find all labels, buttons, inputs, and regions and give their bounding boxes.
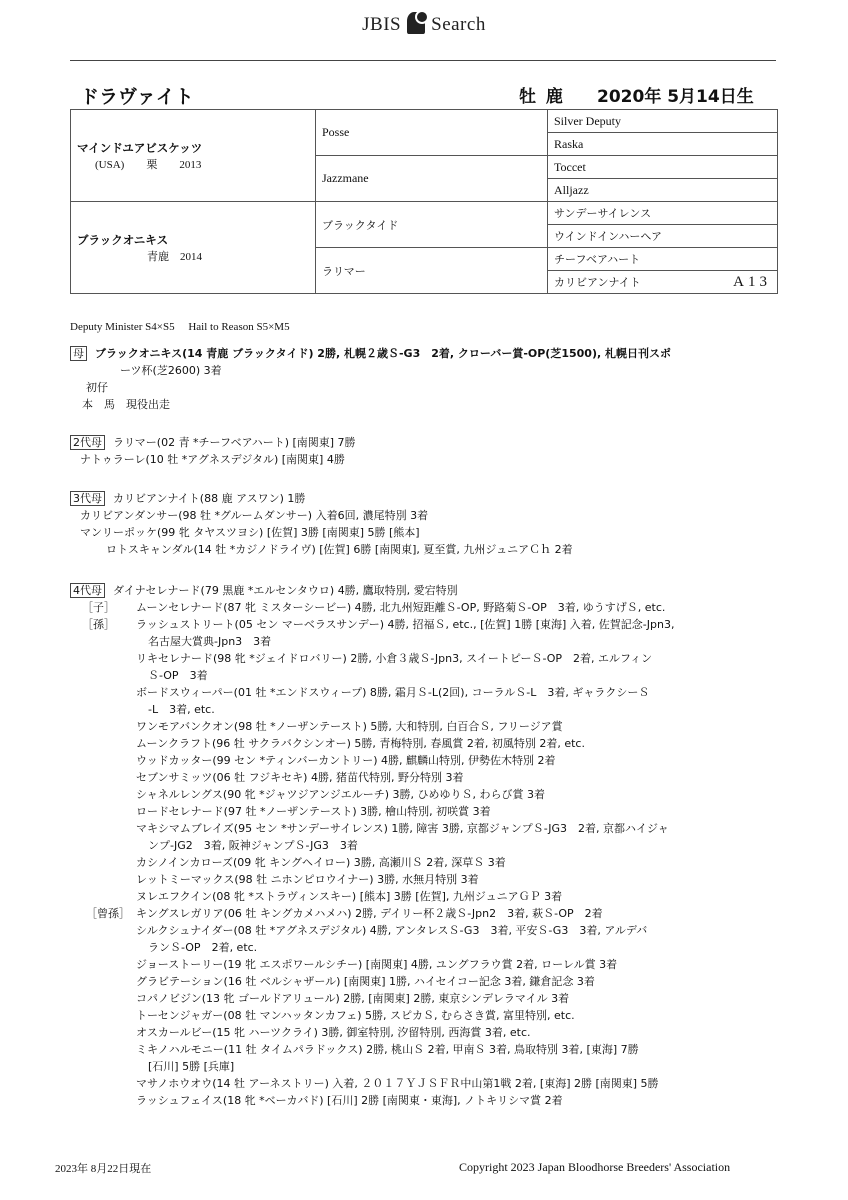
great-line: マサノホウオウ(14 牡 アーネストリー) 入着, ２０１７ＹＪＳＦＲ中山第1戦 2着, [東海] 2勝 [南関東] 5勝 [136,1077,659,1090]
sire-dam: Jazzmane [316,156,548,202]
pedigree-table [70,109,778,294]
grand-line: ワンモアバンクオン(98 牡 *ノーザンテースト) 5勝, 大和特別, 白百合Ｓ, フリージア賞 [136,720,563,733]
label-grand: ［孫］ [82,618,115,631]
horse-birthdate: 2020年 5月14日生 [597,87,754,107]
second-dam-line-1: ラリマー(02 青 *チーフベアハート) [南関東] 7勝 [113,436,356,449]
jbis-logo [0,10,848,36]
fourth-dam-head: ダイナセレナード(79 黒鹿 *エルセンタウロ) 4勝, 鷹取特別, 愛宕特別 [113,584,458,597]
fourth-dam-section [70,582,770,1109]
grand-line: セブンサミッツ(06 牡 フジキセキ) 4勝, 猪苗代特別, 野分特別 3着 [136,771,464,784]
horse-name: ドラヴァイト [80,86,194,108]
dam-section [70,345,770,413]
family-code: A13 [733,273,771,290]
third-dam-line-1: カリビアンナイト(88 鹿 アスワン) 1勝 [113,492,306,505]
grand-line: ウッドカッター(99 セン *ティンバーカントリー) 4勝, 麒麟山特別, 伊勢佐木特別 2着 [136,754,556,767]
grand-line: ンプ-JG2 3着, 阪神ジャンプＳ-JG3 3着 [148,839,358,852]
third-dam-line-2: カリビアンダンサー(98 牡 *グルームダンサー) 入着6回, 濃尾特別 3着 [80,509,429,522]
great-line: コパノビジン(13 牝 ゴールドアリュール) 2勝, [南関東] 2勝, 東京シンデレラマイル 3着 [136,992,570,1005]
dam-dam-dam: カリビアンナイト [554,275,641,289]
great-line: ラッシュフェイス(18 牝 *ベーカバド) [石川] 2勝 [南関東・東海], ノトキリシマ賞 2着 [136,1094,563,1107]
dam-origin: 青鹿 2014 [147,250,202,263]
grand-line: ヌレエフクイン(08 牝 *ストラヴィンスキー) [熊本] 3勝 [佐賀], 九州ジュニアＧＰ 3着 [136,890,563,903]
dam-dam-sire: チーフベアハート [548,248,778,271]
sire-dam-sire: Toccet [548,156,778,179]
great-line: ランＳ-OP 2着, etc. [148,941,258,954]
dam-name: ブラックオニキス [77,232,169,247]
sire-cell [71,110,316,202]
dam-line-2: ーツ杯(芝2600) 3着 [120,364,222,377]
grand-line: ボードスウィーパー(01 牡 *エンドスウィープ) 8勝, 霜月Ｓ-L(2回), コーラルＳ-L 3着, ギャラクシーＳ [136,686,650,699]
logo-search-text: Search [431,14,486,35]
third-dam-line-4: ロトスキャンダル(14 牡 *カジノドライヴ) [佐賀] 6勝 [南関東], 夏至賞, 九州ジュニアＣｈ 2着 [106,543,573,556]
dam-dam: ラリマー [316,248,548,294]
sire-sire-sire: Silver Deputy [548,110,778,133]
grand-line: ロードセレナード(97 牡 *ノーザンテースト) 3勝, 檜山特別, 初咲賞 3着 [136,805,491,818]
fourth-dam-tag: 4代母 [70,583,105,598]
great-line: トーセンジャガー(08 牡 マンハッタンカフェ) 5勝, スピカＳ, むらさき賞, 富里特別, etc. [136,1009,575,1022]
great-line: キングスレガリア(06 牡 キングカメハメハ) 2勝, デイリー杯２歳Ｓ-Jpn2 3着, 萩Ｓ-OP 2着 [136,907,603,920]
label-child: ［子］ [82,601,115,614]
grand-line: 名古屋大賞典-Jpn3 3着 [148,635,272,648]
great-line: ジョーストーリー(19 牝 エスポワールシチー) [南関東] 4勝, ユングフラウ賞 2着, ローレル賞 3着 [136,958,618,971]
dam-line-4: 本 馬 現役出走 [82,398,170,411]
second-dam-line-2: ナトゥラーレ(10 牡 *アグネスデジタル) [南関東] 4勝 [80,453,345,466]
horse-logo-icon [403,10,429,36]
sire-origin: (USA) 栗 2013 [95,158,202,171]
footer-copyright: Copyright 2023 Japan Bloodhorse Breeders' Association [459,1160,731,1174]
footer-date: 2023年 8月22日現在 [55,1163,152,1175]
great-line: シルクシュナイダー(08 牡 *アグネスデジタル) 4勝, アンタレスＳ-G3 3着, 平安Ｓ-G3 3着, アルデバ [136,924,648,937]
great-line: オスカールビー(15 牝 ハーツクライ) 3勝, 御室特別, 汐留特別, 西海賞 3着, etc. [136,1026,531,1039]
label-great: ［曾孫］ [86,907,130,920]
dam-line-3: 初仔 [86,381,108,394]
dam-sire: ブラックタイド [316,202,548,248]
dam-cell [71,202,316,294]
grand-line: シャネルレングス(90 牝 *ジャツジアンジエルーチ) 3勝, ひめゆりＳ, わらび賞 3着 [136,788,546,801]
grand-line: カシノインカローズ(09 牝 キングヘイロー) 3勝, 高瀬川Ｓ 2着, 深草Ｓ 3着 [136,856,506,869]
second-dam-tag: 2代母 [70,435,105,450]
third-dam-tag: 3代母 [70,491,105,506]
child-line: ムーンセレナード(87 牝 ミスターシービー) 4勝, 北九州短距離Ｓ-OP, 野路菊Ｓ-OP 3着, ゆうすげＳ, etc. [136,601,666,614]
dam-sire-dam: ウインドインハーヘア [548,225,778,248]
dam-tag: 母 [70,346,87,361]
sire-name: マインドユアビスケッツ [77,140,203,155]
horse-sex-color: 牡 鹿 [519,87,563,107]
header-divider [70,60,776,61]
grand-line: レットミーマックス(98 牡 ニホンピロウイナー) 3勝, 水無月特別 3着 [136,873,479,886]
great-line: ミキノハルモニー(11 牡 タイムパラドックス) 2勝, 桃山Ｓ 2着, 甲南Ｓ 3着, 鳥取特別 3着, [東海] 7勝 [136,1043,639,1056]
third-dam-section [70,490,770,558]
grand-line: リキセレナード(98 牝 *ジェイドロバリー) 2勝, 小倉３歳Ｓ-Jpn3, スイートピーＳ-OP 2着, エルフィン [136,652,653,665]
logo-jbis-text: JBIS [362,14,402,35]
great-line: [石川] 5勝 [兵庫] [148,1060,235,1073]
sire-dam-dam: Alljazz [548,179,778,202]
dam-sire-sire: サンデーサイレンス [548,202,778,225]
inbreeding-note: Deputy Minister S4×S5 Hail to Reason S5×M5 [70,321,290,333]
grand-line: ラッシュストリート(05 セン マーベラスサンデー) 4勝, 招福Ｓ, etc., [佐賀] 1勝 [東海] 入着, 佐賀記念-Jpn3, [136,618,675,631]
grand-line: -L 3着, etc. [148,703,215,716]
second-dam-section [70,434,770,468]
great-line: グラビテーション(16 牡 ベルシャザール) [南関東] 1勝, ハイセイコー記念 3着, 鎌倉記念 3着 [136,975,595,988]
third-dam-line-3: マンリーポッケ(99 牝 タヤスツヨシ) [佐賀] 3勝 [南関東] 5勝 [熊本] [80,526,420,539]
dam-line-1: ブラックオニキス(14 青鹿 ブラックタイド) 2勝, 札幌２歳Ｓ-G3 2着, クローバー賞-OP(芝1500), 札幌日刊スポ [95,347,671,360]
grand-line: ムーンクラフト(96 牡 サクラバクシンオー) 5勝, 青梅特別, 春風賞 2着, 初風特別 2着, etc. [136,737,585,750]
grand-line: マキシマムブレイズ(95 セン *サンデーサイレンス) 1勝, 障害 3勝, 京都ジャンプＳ-JG3 2着, 京都ハイジャ [136,822,669,835]
grand-line: Ｓ-OP 3着 [148,669,208,682]
sire-sire-dam: Raska [548,133,778,156]
sire-sire: Posse [316,110,548,156]
dam-dam-dam-cell [548,271,778,294]
